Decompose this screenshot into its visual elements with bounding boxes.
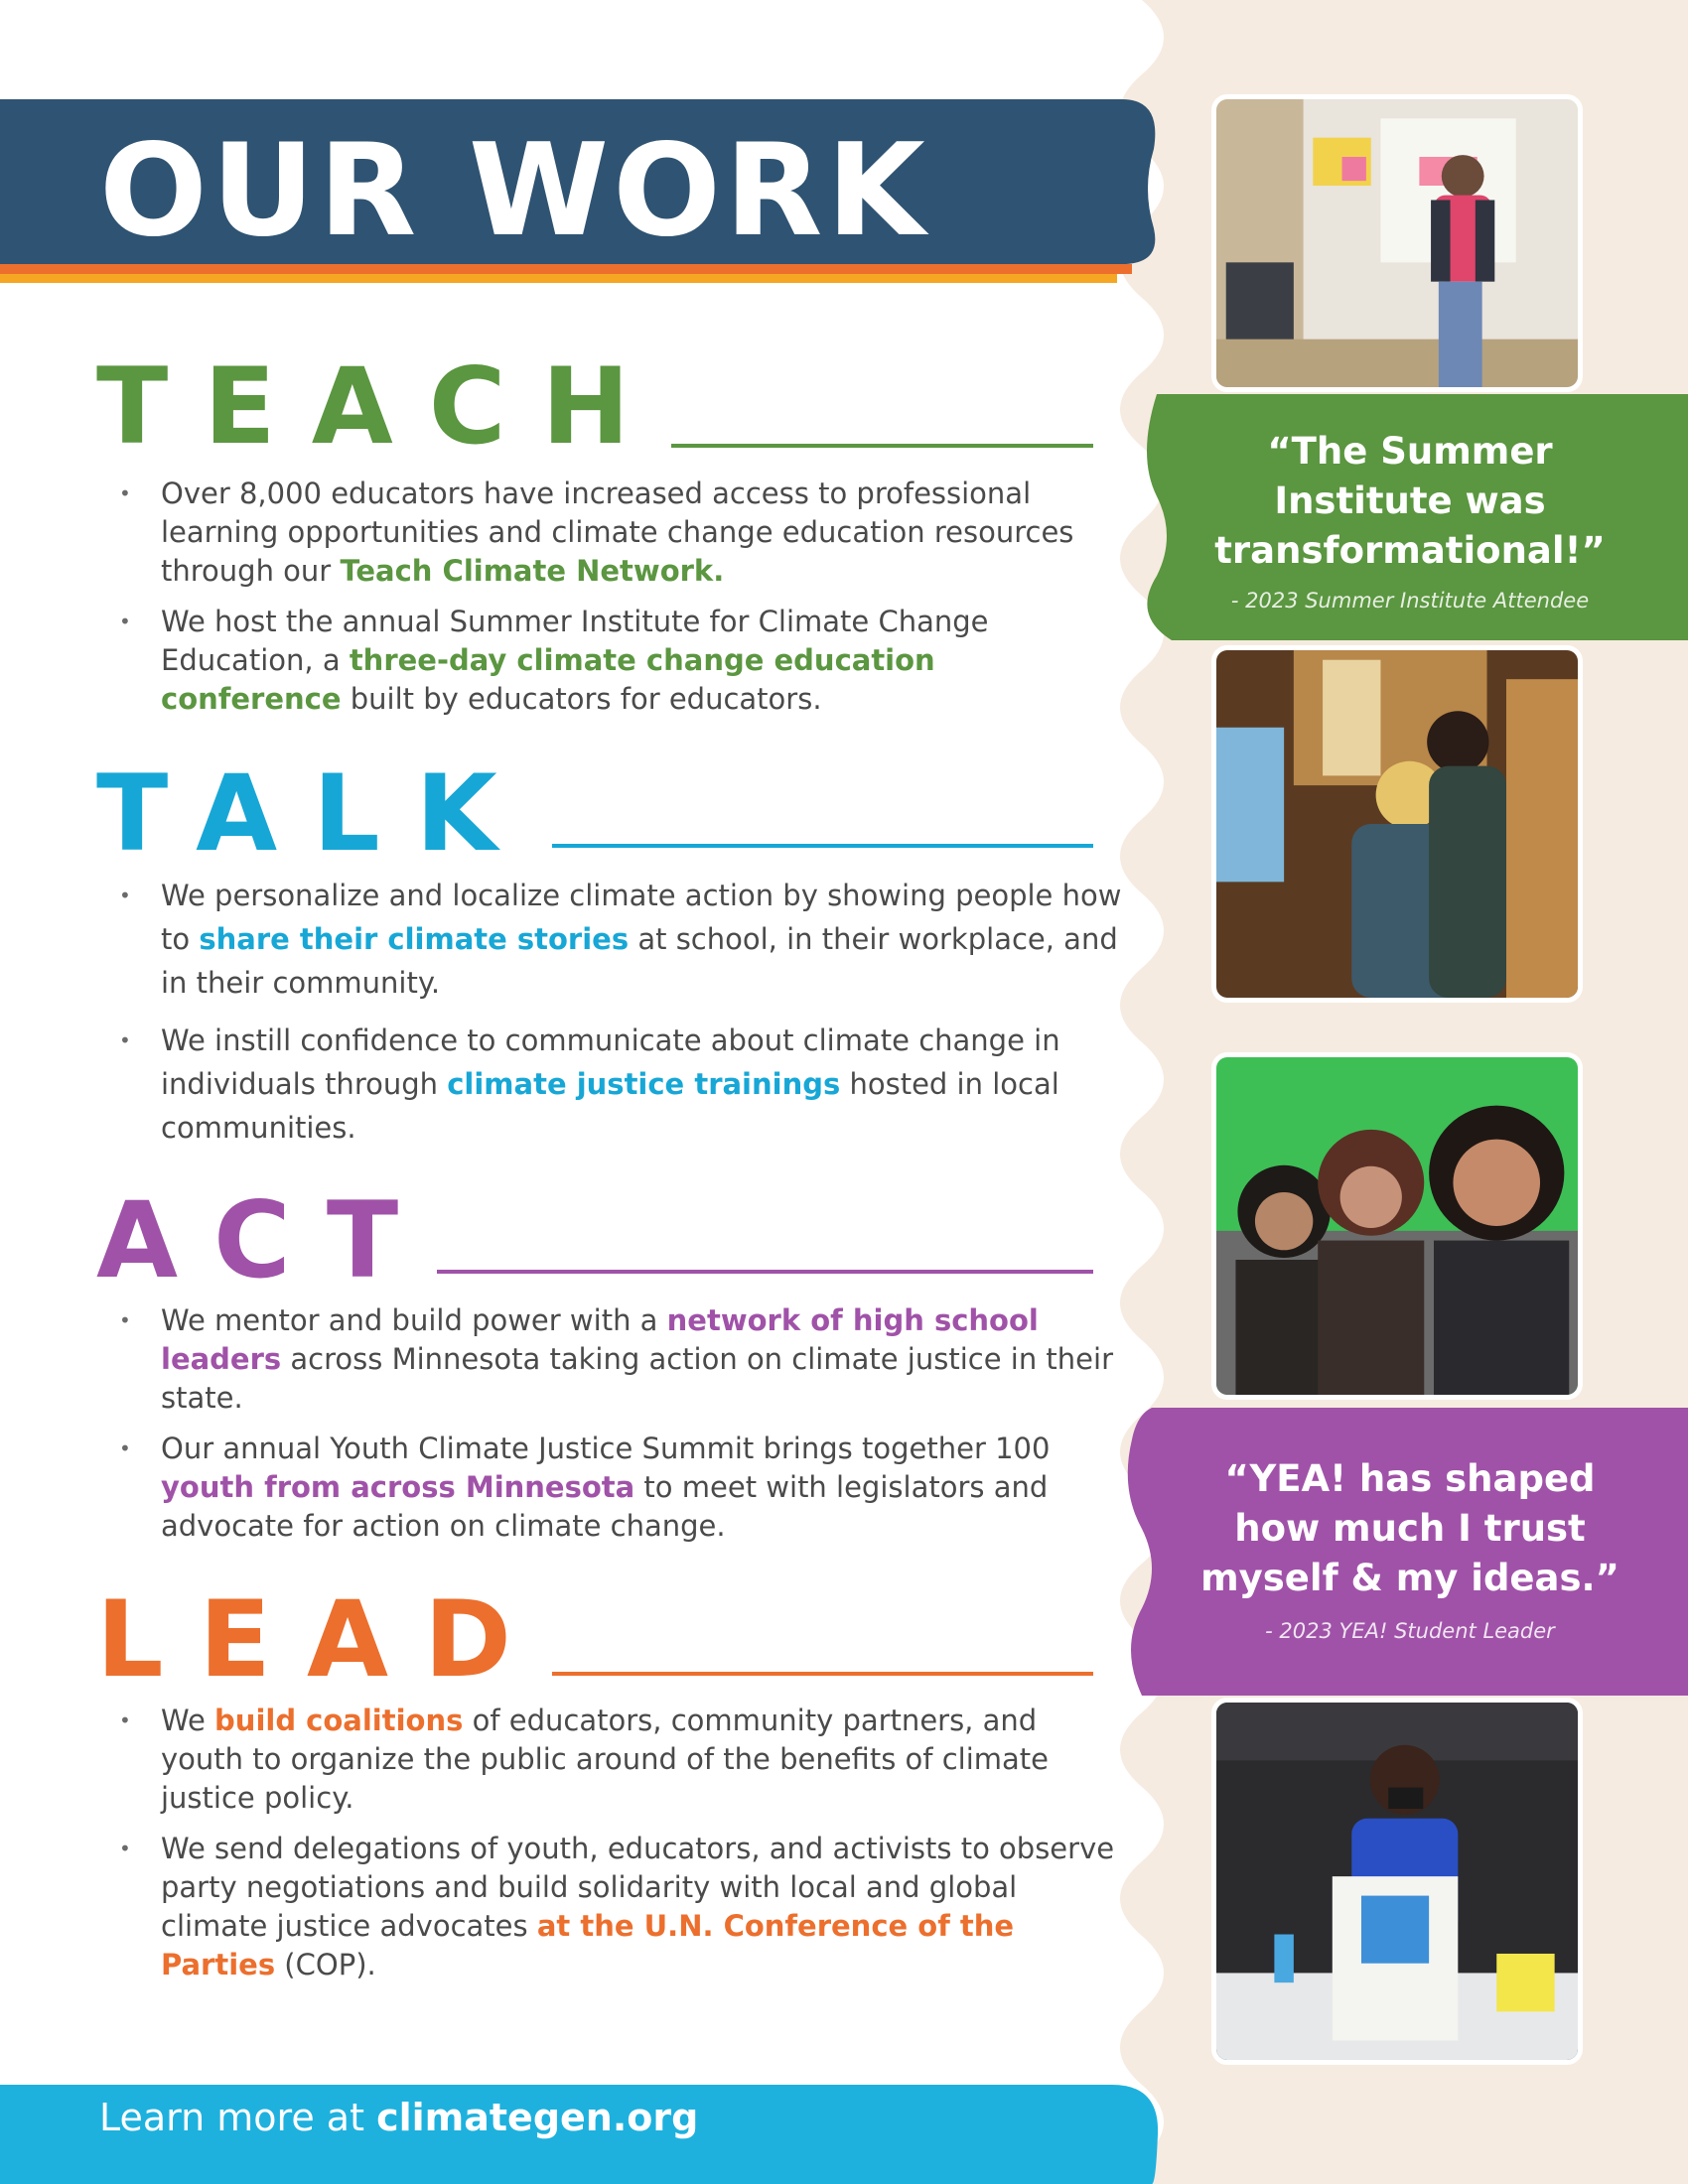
talk-list	[119, 874, 1122, 1150]
bullet-text: built by educators for educators.	[341, 682, 822, 716]
lead-list	[119, 1702, 1122, 1984]
highlight-coalitions: build coalitions	[214, 1704, 464, 1737]
act-list	[119, 1301, 1122, 1546]
teach-list	[119, 475, 1122, 719]
highlight-climate-stories: share their climate stories	[199, 922, 630, 956]
bullet-text: We personalize and localize climate action by showing people how to	[161, 879, 1122, 956]
lead-heading: LEAD	[96, 1578, 547, 1701]
list-item	[119, 874, 1122, 1005]
highlight-cop: at the U.N. Conference of the Parties	[161, 1909, 1015, 1981]
bullet-text: of educators, community partners, and youth to organize the public around of the benefits of climate justice policy.	[161, 1704, 1049, 1815]
footer-link[interactable]: climategen.org	[376, 2096, 699, 2139]
list-item	[119, 475, 1122, 591]
list-item	[119, 1301, 1122, 1418]
teach-rule	[671, 444, 1093, 448]
talk-heading: TALK	[96, 752, 533, 875]
teach-heading: TEACH	[96, 345, 666, 468]
highlight-conference: three-day climate change education conference	[161, 643, 935, 716]
bullet-text: We mentor and build power with a	[161, 1303, 667, 1337]
act-heading: ACT	[96, 1179, 435, 1301]
bullet-text: at school, in their workplace, and in their community.	[161, 922, 1118, 1000]
highlight-network: network of high school leaders	[161, 1303, 1039, 1376]
bullet-text: Over 8,000 educators have increased access to professional learning opportunities and climate change education resources through our	[161, 477, 1074, 588]
list-item	[119, 603, 1122, 719]
quote-summer-institute-attribution: - 2023 Summer Institute Attendee	[1230, 589, 1590, 613]
act-rule	[437, 1270, 1093, 1274]
bullet-text: hosted in local communities.	[161, 1067, 1059, 1145]
highlight-youth: youth from across Minnesota	[161, 1470, 635, 1504]
photo-students-selfie	[1211, 1052, 1583, 1400]
bullet-text: to meet with legislators and advocate for action on climate change.	[161, 1470, 1049, 1543]
bullet-text: (COP).	[275, 1948, 376, 1981]
list-item	[119, 1702, 1122, 1818]
list-item	[119, 1019, 1122, 1150]
lead-rule	[552, 1672, 1093, 1676]
bullet-text: We instill confidence to communicate about climate change in individuals through	[161, 1024, 1060, 1101]
bullet-text: Our annual Youth Climate Justice Summit brings together 100	[161, 1432, 1051, 1465]
footer-cta	[99, 2093, 1092, 2142]
bullet-text: We	[161, 1704, 215, 1737]
page-title: OUR WORK	[99, 117, 929, 265]
photo-educator-presenting	[1211, 94, 1583, 392]
highlight-justice-trainings: climate justice trainings	[447, 1067, 841, 1101]
quote-summer-institute: “The Summer Institute was transformational!”	[1214, 430, 1606, 572]
highlight-teach-climate-network: Teach Climate Network.	[340, 554, 725, 588]
bullet-text: We send delegations of youth, educators, and activists to observe party negotiations and build solidarity with local and global climate justice advocates	[161, 1832, 1115, 1943]
bullet-text: We host the annual Summer Institute for Climate Change Education, a	[161, 605, 989, 677]
photo-students-at-easel	[1211, 645, 1583, 1003]
list-item	[119, 1830, 1122, 1984]
footer-prefix: Learn more at	[99, 2096, 377, 2139]
photo-student-with-print	[1211, 1698, 1583, 2065]
talk-rule	[552, 844, 1093, 848]
list-item	[119, 1430, 1122, 1546]
quote-yea: “YEA! has shaped how much I trust myself & my ideas.”	[1200, 1457, 1619, 1599]
bullet-text: across Minnesota taking action on climate justice in their state.	[161, 1342, 1113, 1415]
quote-yea-attribution: - 2023 YEA! Student Leader	[1265, 1619, 1555, 1643]
